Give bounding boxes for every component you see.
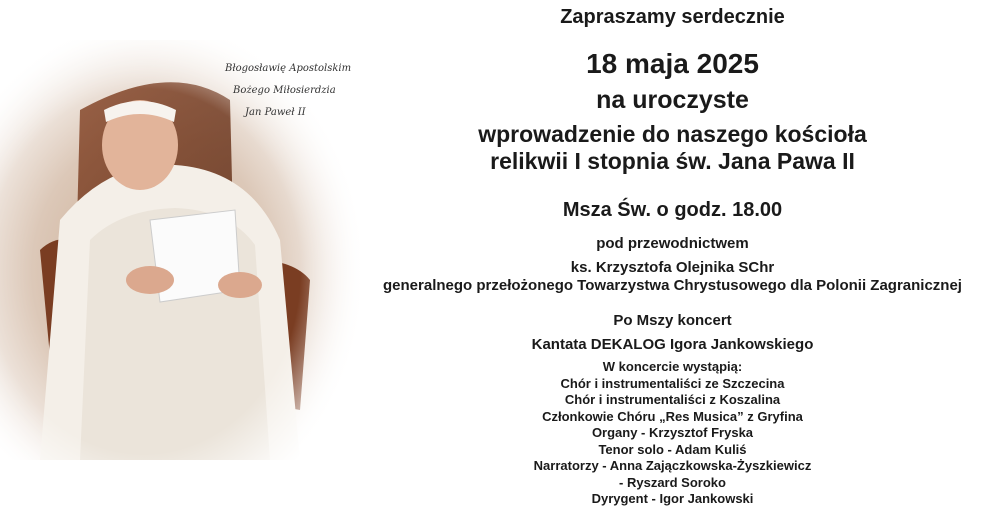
signature (225, 58, 355, 124)
presided-label: pod przewodnictwem (596, 235, 749, 252)
mass-time: Msza Św. o godz. 18.00 (562, 199, 783, 221)
intro-line: wprowadzenie do naszego kościoła (478, 121, 867, 147)
signature-line-1: Błogosławię Apostolskim (225, 63, 352, 74)
list-item: Tenor solo - Adam Kuliś (598, 441, 747, 457)
invitation-text (345, 0, 1000, 506)
list-item: Dyrygent - Igor Jankowski (591, 491, 754, 506)
cantata-line: Kantata DEKALOG Igora Jankowskiego (531, 336, 814, 353)
relics-line: relikwii I stopnia św. Jana Pawa II (490, 148, 855, 174)
list-item: W koncercie wystąpią: (602, 359, 743, 374)
list-item: Członkowie Chóru „Res Musica” z Gryfina (542, 408, 803, 424)
concert-label: Po Mszy koncert (613, 312, 732, 329)
list-item: Chór i instrumentaliści z Koszalina (564, 392, 781, 407)
list-item: - Ryszard Soroko (619, 474, 726, 490)
event-date: 18 maja 2025 (586, 48, 759, 79)
performers-list (345, 359, 1000, 508)
signature-line-3: Jan Paweł II (245, 107, 306, 118)
signature-line-2: Bożego Miłosierdzia (233, 85, 336, 96)
occasion-line: na uroczyste (596, 86, 749, 114)
celebrant-title: generalnego przełożonego Towarzystwa Chrystusowego dla Polonii Zagranicznej (383, 277, 962, 294)
list-item: Narratorzy - Anna Zajączkowska-Żyszkiewicz (533, 458, 812, 473)
list-item: Chór i instrumentaliści ze Szczecina (560, 375, 785, 391)
celebrant-name: ks. Krzysztofa Olejnika SChr (570, 259, 775, 276)
invite-line: Zapraszamy serdecznie (560, 6, 785, 28)
list-item: Organy - Krzysztof Fryska (591, 425, 754, 440)
